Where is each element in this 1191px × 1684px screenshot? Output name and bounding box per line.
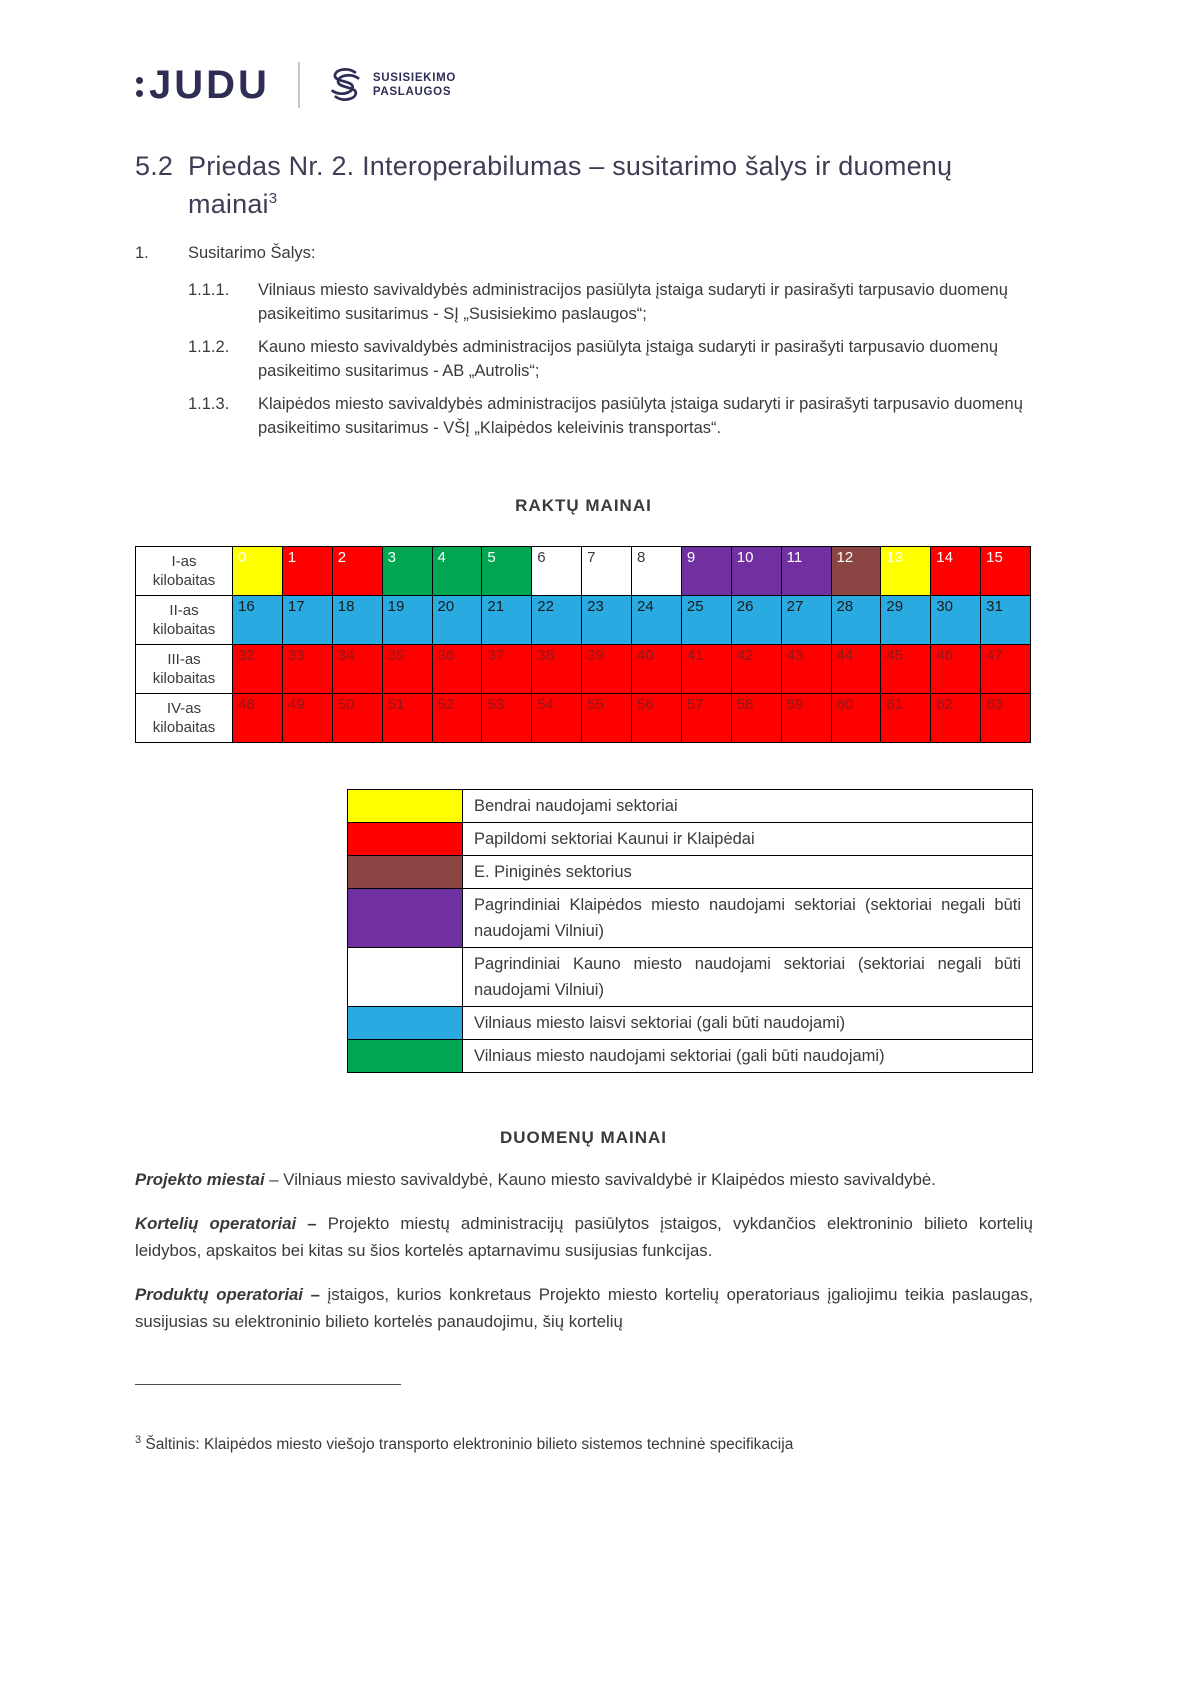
judu-dots-icon [136, 77, 143, 97]
list-item-text: Kauno miesto savivaldybės administracijos pasiūlyta įstaiga sudaryti ir pasirašyti tarpusavio duomenų pasikeitimo susitarimus - AB „Autrolis“; [258, 338, 999, 380]
sector-cell-27: 27 [781, 596, 831, 645]
sector-cell-3: 3 [382, 547, 432, 596]
key-table-row [136, 547, 1031, 596]
sector-cell-41: 41 [681, 645, 731, 694]
legend-row [348, 948, 1033, 1007]
sector-cell-37: 37 [482, 645, 532, 694]
sector-cell-40: 40 [632, 645, 682, 694]
sector-cell-54: 54 [532, 694, 582, 743]
sector-cell-22: 22 [532, 596, 582, 645]
list-item [188, 278, 1032, 326]
sector-cell-4: 4 [432, 547, 482, 596]
key-table-row [136, 694, 1031, 743]
sector-cell-7: 7 [582, 547, 632, 596]
legend-row [348, 1007, 1033, 1040]
sector-cell-11: 11 [781, 547, 831, 596]
sector-cell-42: 42 [731, 645, 781, 694]
raktu-mainai-title: RAKTŲ MAINAI [515, 496, 652, 515]
list-item-number: 1.1.3. [188, 395, 230, 413]
partner-name [373, 71, 456, 99]
sector-cell-17: 17 [282, 596, 332, 645]
sector-cell-51: 51 [382, 694, 432, 743]
legend-body [348, 790, 1033, 1073]
sector-cell-12: 12 [831, 547, 881, 596]
duomenu-mainai-title: DUOMENŲ MAINAI [500, 1128, 667, 1147]
sector-cell-23: 23 [582, 596, 632, 645]
data-exchange-paragraphs [135, 1166, 1033, 1352]
sector-cell-63: 63 [981, 694, 1031, 743]
sector-cell-56: 56 [632, 694, 682, 743]
sector-cell-14: 14 [931, 547, 981, 596]
sector-cell-8: 8 [632, 547, 682, 596]
sector-cell-16: 16 [233, 596, 283, 645]
legend-swatch-green [348, 1040, 463, 1073]
legend-text: Vilniaus miesto laisvi sektoriai (gali būti naudojami) [463, 1007, 1033, 1040]
legend-text: Pagrindiniai Klaipėdos miesto naudojami sektoriai (sektoriai negali būti naudojami Vilniui) [463, 889, 1033, 948]
sector-cell-33: 33 [282, 645, 332, 694]
sector-cell-58: 58 [731, 694, 781, 743]
legend-swatch-red [348, 823, 463, 856]
sector-cell-44: 44 [831, 645, 881, 694]
sector-cell-59: 59 [781, 694, 831, 743]
sector-cell-2: 2 [332, 547, 382, 596]
sector-cell-1: 1 [282, 547, 332, 596]
key-table-row [136, 596, 1031, 645]
list-item [188, 335, 1032, 383]
sector-cell-25: 25 [681, 596, 731, 645]
sector-cell-49: 49 [282, 694, 332, 743]
susisiekimo-paslaugos-logo [324, 65, 456, 105]
sector-cell-15: 15 [981, 547, 1031, 596]
legend-swatch-purple [348, 889, 463, 948]
sector-cell-50: 50 [332, 694, 382, 743]
legend-swatch-blue [348, 1007, 463, 1040]
paragraph-lead: Projekto miestai [135, 1170, 265, 1189]
sector-cell-46: 46 [931, 645, 981, 694]
agreement-parties-list [135, 241, 1032, 449]
legend-row [348, 856, 1033, 889]
parties-title-text: Susitarimo Šalys: [188, 244, 316, 262]
legend-swatch-yellow [348, 790, 463, 823]
sector-cell-55: 55 [582, 694, 632, 743]
sector-cell-13: 13 [881, 547, 931, 596]
sector-cell-18: 18 [332, 596, 382, 645]
footnote-divider [135, 1384, 401, 1385]
heading-text [188, 147, 1035, 223]
footnote-marker: 3 [135, 1434, 142, 1446]
sector-cell-19: 19 [382, 596, 432, 645]
sector-cell-52: 52 [432, 694, 482, 743]
legend-text: Vilniaus miesto naudojami sektoriai (gali būti naudojami) [463, 1040, 1033, 1073]
sector-cell-32: 32 [233, 645, 283, 694]
partner-line1: SUSISIEKIMO [372, 72, 457, 84]
paragraph-body: Projekto miestų administracijų pasiūlytos įstaigos, vykdančios elektroninio bilieto kortelių leidybos, apskaitos bei kitas su šios kortelės aptarnavimu susijusias funkcijas. [135, 1214, 1033, 1260]
legend-row [348, 790, 1033, 823]
sector-cell-31: 31 [981, 596, 1031, 645]
paragraph-lead: Produktų operatoriai – [135, 1285, 320, 1304]
kilobyte-row-label: III-as kilobaitas [136, 645, 233, 694]
sector-cell-26: 26 [731, 596, 781, 645]
sector-cell-30: 30 [931, 596, 981, 645]
kilobyte-row-label: I-as kilobaitas [136, 547, 233, 596]
footnote [135, 1428, 1033, 1457]
sector-cell-9: 9 [681, 547, 731, 596]
sector-cell-34: 34 [332, 645, 382, 694]
section-heading [135, 147, 1035, 223]
sector-cell-61: 61 [881, 694, 931, 743]
sector-cell-29: 29 [881, 596, 931, 645]
legend-row [348, 823, 1033, 856]
sector-cell-57: 57 [681, 694, 731, 743]
sector-cell-36: 36 [432, 645, 482, 694]
sector-cell-43: 43 [781, 645, 831, 694]
sector-cell-0: 0 [233, 547, 283, 596]
paragraph-projekto-miestai [135, 1166, 1033, 1193]
legend-row [348, 889, 1033, 948]
sector-cell-28: 28 [831, 596, 881, 645]
parties-title-number: 1. [135, 244, 149, 262]
legend-text: Bendrai naudojami sektoriai [463, 790, 1033, 823]
paragraph-body: įstaigos, kurios konkretaus Projekto miesto kortelių operatoriaus įgaliojimu teikia paslaugas, susijusias su elektroninio bilieto kortelės panaudojimu, šių kortelių [135, 1285, 1033, 1331]
sector-cell-47: 47 [981, 645, 1031, 694]
s-wave-icon [324, 65, 364, 105]
raktu-mainai-table [135, 546, 1031, 743]
header-logo [136, 60, 456, 110]
paragraph-lead: Kortelių operatoriai – [135, 1214, 317, 1233]
sector-cell-21: 21 [482, 596, 532, 645]
list-item-text: Vilniaus miesto savivaldybės administracijos pasiūlyta įstaiga sudaryti ir pasirašyti tarpusavio duomenų pasikeitimo susitarimus - SĮ „Susisiekimo paslaugos“; [258, 281, 1008, 323]
logo-divider [298, 62, 300, 108]
heading-text-body: Priedas Nr. 2. Interoperabilumas – susitarimo šalys ir duomenų mainai [188, 151, 953, 219]
kilobyte-row-label: IV-as kilobaitas [136, 694, 233, 743]
parties-title [135, 241, 1032, 265]
legend-row [348, 1040, 1033, 1073]
legend-text: Pagrindiniai Kauno miesto naudojami sektoriai (sektoriai negali būti naudojami Vilniui) [463, 948, 1033, 1007]
sector-cell-10: 10 [731, 547, 781, 596]
key-table-body [136, 547, 1031, 743]
paragraph-korteliu-operatoriai [135, 1210, 1033, 1264]
list-item-number: 1.1.2. [188, 338, 230, 356]
judu-logo: JUDU [149, 63, 270, 107]
footnote-text: Šaltinis: Klaipėdos miesto viešojo transporto elektroninio bilieto sistemos techninė specifikacija [141, 1436, 794, 1454]
sector-cell-24: 24 [632, 596, 682, 645]
list-item-text: Klaipėdos miesto savivaldybės administracijos pasiūlyta įstaiga sudaryti ir pasirašyti tarpusavio duomenų pasikeitimo susitarimus - VŠĮ „Klaipėdos keleivinis transportas“. [258, 395, 1023, 437]
legend-swatch-white [348, 948, 463, 1007]
legend-text: E. Piniginės sektorius [463, 856, 1033, 889]
partner-line2: PASLAUGOS [372, 86, 452, 98]
sector-cell-38: 38 [532, 645, 582, 694]
list-item-number: 1.1.1. [188, 281, 230, 299]
sector-cell-5: 5 [482, 547, 532, 596]
sector-cell-45: 45 [881, 645, 931, 694]
sector-cell-39: 39 [582, 645, 632, 694]
paragraph-body: – Vilniaus miesto savivaldybė, Kauno miesto savivaldybė ir Klaipėdos miesto savivaldybė. [264, 1170, 936, 1189]
sector-cell-62: 62 [931, 694, 981, 743]
key-table-row [136, 645, 1031, 694]
paragraph-produktu-operatoriai [135, 1281, 1033, 1335]
legend-text: Papildomi sektoriai Kaunui ir Klaipėdai [463, 823, 1033, 856]
sector-cell-60: 60 [831, 694, 881, 743]
list-item [188, 392, 1032, 440]
sector-cell-20: 20 [432, 596, 482, 645]
sector-cell-53: 53 [482, 694, 532, 743]
sector-cell-48: 48 [233, 694, 283, 743]
sector-legend-table [347, 789, 1033, 1073]
kilobyte-row-label: II-as kilobaitas [136, 596, 233, 645]
sector-cell-35: 35 [382, 645, 432, 694]
heading-number: 5.2 [135, 151, 174, 181]
heading-footnote-ref: 3 [268, 190, 278, 207]
legend-swatch-brown [348, 856, 463, 889]
sector-cell-6: 6 [532, 547, 582, 596]
